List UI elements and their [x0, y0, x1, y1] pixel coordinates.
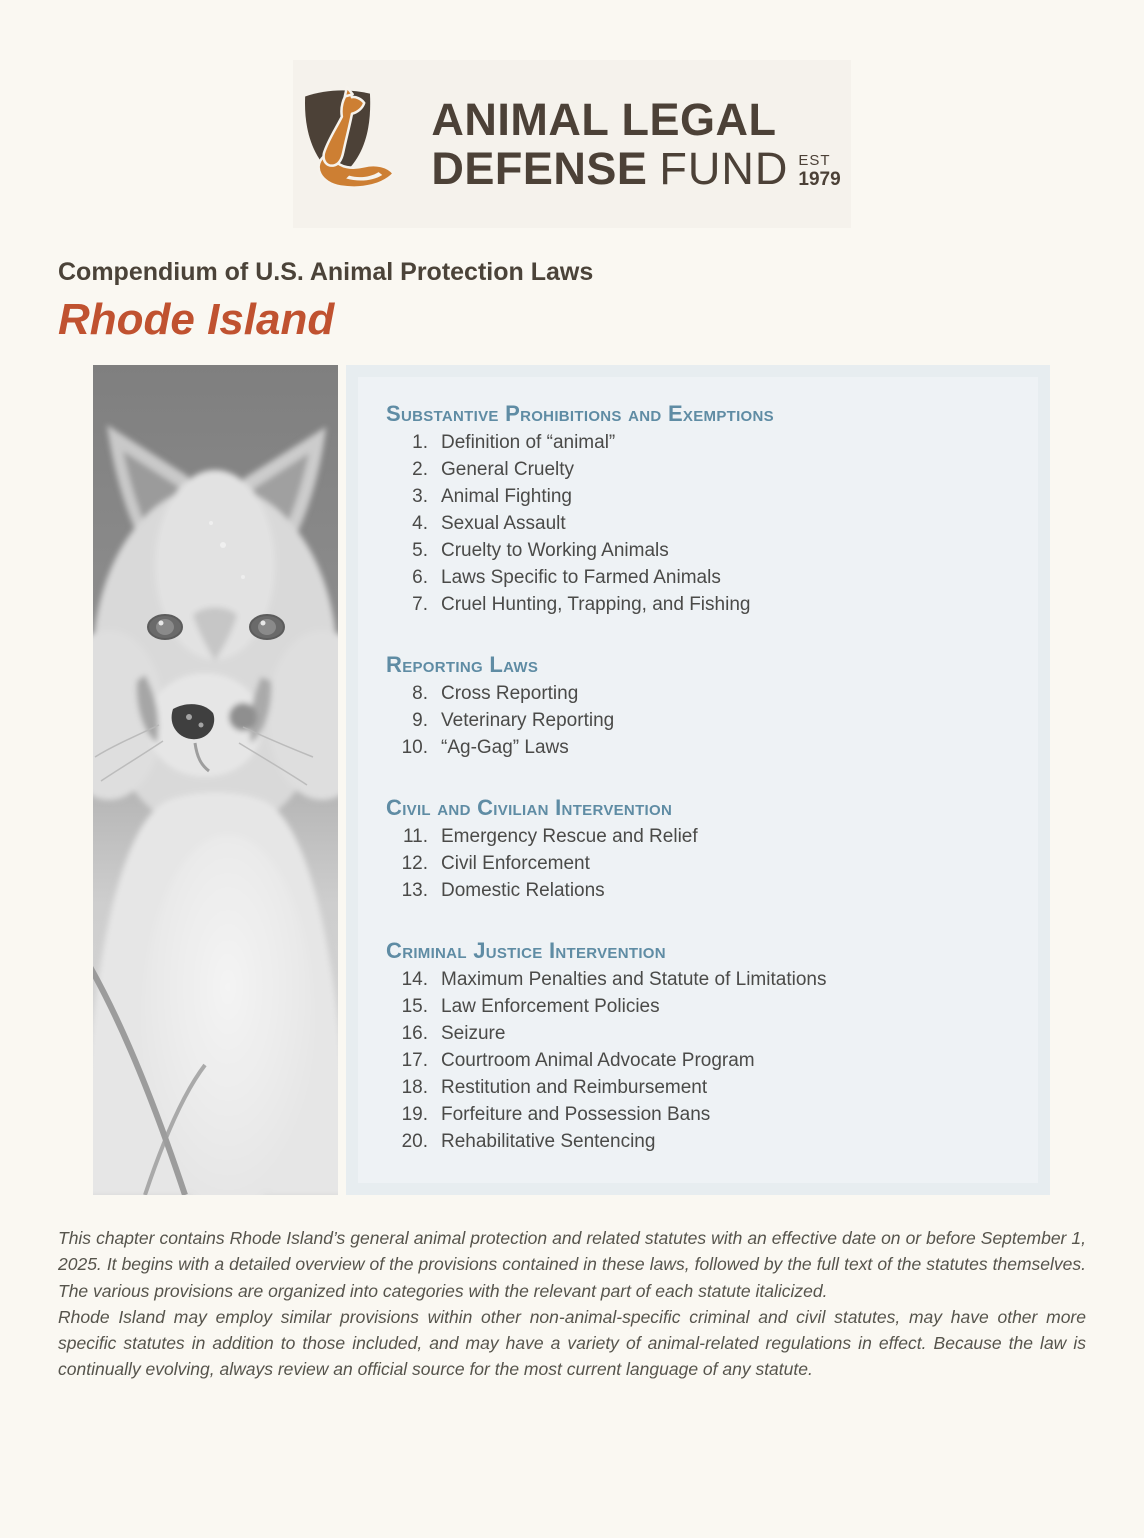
toc-item-label: Emergency Rescue and Relief	[441, 826, 698, 847]
toc-item-label: Forfeiture and Possession Bans	[441, 1104, 711, 1125]
toc-item-number: 8.	[412, 683, 428, 704]
toc-item-label: Definition of “animal”	[441, 432, 616, 453]
toc-item	[386, 877, 1014, 904]
toc-item-label: Animal Fighting	[441, 486, 572, 507]
logo-established	[798, 153, 840, 191]
chapter-note-paragraph: Rhode Island may employ similar provisions within other non-animal-specific criminal and civil statutes, may have other more specific statutes in addition to those included, and may have a variety of animal-related regulations in effect. Because the law is continually evolving, always review an official source for the most current language of any statute.	[58, 1306, 1086, 1380]
toc-section	[386, 650, 1014, 761]
state-title: Rhode Island	[58, 295, 335, 344]
toc-item-label: Restitution and Reimbursement	[441, 1077, 708, 1098]
toc-item-number: 17.	[401, 1050, 428, 1071]
toc-section	[386, 793, 1014, 904]
compendium-title: Compendium of U.S. Animal Protection Laws	[58, 258, 594, 286]
toc-item	[386, 707, 1014, 734]
toc-item-number: 5.	[412, 540, 428, 561]
toc-item-number: 11.	[402, 826, 428, 847]
toc-item-label: Maximum Penalties and Statute of Limitations	[441, 969, 827, 990]
toc-item-number: 18.	[401, 1077, 428, 1098]
toc-item-number: 13.	[401, 880, 428, 901]
toc-item-label: “Ag-Gag” Laws	[441, 737, 569, 758]
toc-item-number: 16.	[401, 1023, 428, 1044]
content-row	[93, 365, 1050, 1195]
toc-item-list	[386, 966, 1014, 1155]
toc-item-number: 2.	[412, 459, 428, 480]
document-page	[0, 60, 1144, 1538]
toc-item-label: Civil Enforcement	[441, 853, 590, 874]
toc-item	[386, 510, 1014, 537]
toc-item-number: 7.	[412, 594, 428, 615]
toc-item	[386, 1047, 1014, 1074]
toc-item-label: Sexual Assault	[441, 513, 566, 534]
toc-section	[386, 399, 1014, 618]
toc-item-label: Law Enforcement Policies	[441, 996, 660, 1017]
toc-item-number: 12.	[401, 853, 428, 874]
toc-item-label: Domestic Relations	[441, 880, 605, 901]
toc-item-label: General Cruelty	[441, 459, 575, 480]
toc-item-label: Cruelty to Working Animals	[441, 540, 669, 561]
toc-item-list	[386, 823, 1014, 904]
toc-item	[386, 1020, 1014, 1047]
toc-panel	[346, 365, 1050, 1195]
toc-item-number: 14.	[401, 969, 428, 990]
toc-section	[386, 936, 1014, 1155]
toc-item	[386, 993, 1014, 1020]
toc-item-number: 3.	[412, 486, 428, 507]
toc-item-label: Seizure	[441, 1023, 506, 1044]
toc-item	[386, 537, 1014, 564]
toc-item	[386, 483, 1014, 510]
toc-section-title: Civil and Civilian Intervention	[386, 795, 673, 820]
aldf-shield-fox-icon	[303, 69, 411, 219]
fox-photo-image	[93, 365, 338, 1195]
toc-item-number: 15.	[401, 996, 428, 1017]
toc-item	[386, 823, 1014, 850]
toc-item-list	[386, 680, 1014, 761]
toc-item	[386, 1074, 1014, 1101]
toc-item-label: Courtroom Animal Advocate Program	[441, 1050, 755, 1071]
toc-item	[386, 966, 1014, 993]
toc-item	[386, 429, 1014, 456]
fox-photo	[93, 365, 338, 1195]
aldf-logo	[293, 60, 851, 228]
logo-line2-fund: FUND	[659, 143, 789, 194]
toc-item-number: 10.	[401, 737, 428, 758]
toc-item	[386, 564, 1014, 591]
toc-item-number: 9.	[412, 710, 428, 731]
toc-item-number: 6.	[412, 567, 428, 588]
toc-item	[386, 1128, 1014, 1155]
toc-item	[386, 734, 1014, 761]
logo-line2-defense: DEFENSE	[431, 143, 648, 194]
toc-item	[386, 1101, 1014, 1128]
toc-item-label: Laws Specific to Farmed Animals	[441, 567, 721, 588]
toc-section-title: Criminal Justice Intervention	[386, 938, 666, 963]
logo-est-year: 1979	[798, 169, 841, 190]
toc-section-title: Reporting Laws	[386, 652, 539, 677]
toc-item-list	[386, 429, 1014, 618]
toc-item	[386, 850, 1014, 877]
aldf-wordmark	[431, 94, 841, 194]
toc-item-label: Rehabilitative Sentencing	[441, 1131, 656, 1152]
toc-item	[386, 591, 1014, 618]
toc-item-number: 20.	[401, 1131, 428, 1152]
chapter-note	[58, 1225, 1086, 1383]
logo-est-label: EST	[798, 152, 831, 169]
toc	[358, 377, 1038, 1183]
logo-line1: ANIMAL LEGAL	[431, 94, 777, 145]
toc-item-label: Cruel Hunting, Trapping, and Fishing	[441, 594, 751, 615]
toc-item	[386, 680, 1014, 707]
toc-section-title: Substantive Prohibitions and Exemptions	[386, 401, 774, 426]
toc-item-number: 4.	[412, 513, 428, 534]
toc-item-number: 1.	[412, 432, 428, 453]
chapter-note-paragraph: This chapter contains Rhode Island’s general animal protection and related statutes with an effective date on or before September 1, 2025. It begins with a detailed overview of the provisions contained in these laws, followed by the full text of the statutes themselves. The various provisions are organized into categories with the relevant part of each statute italicized.	[58, 1228, 1086, 1301]
toc-item	[386, 456, 1014, 483]
toc-item-label: Cross Reporting	[441, 683, 579, 704]
toc-item-label: Veterinary Reporting	[441, 710, 615, 731]
toc-item-number: 19.	[401, 1104, 428, 1125]
